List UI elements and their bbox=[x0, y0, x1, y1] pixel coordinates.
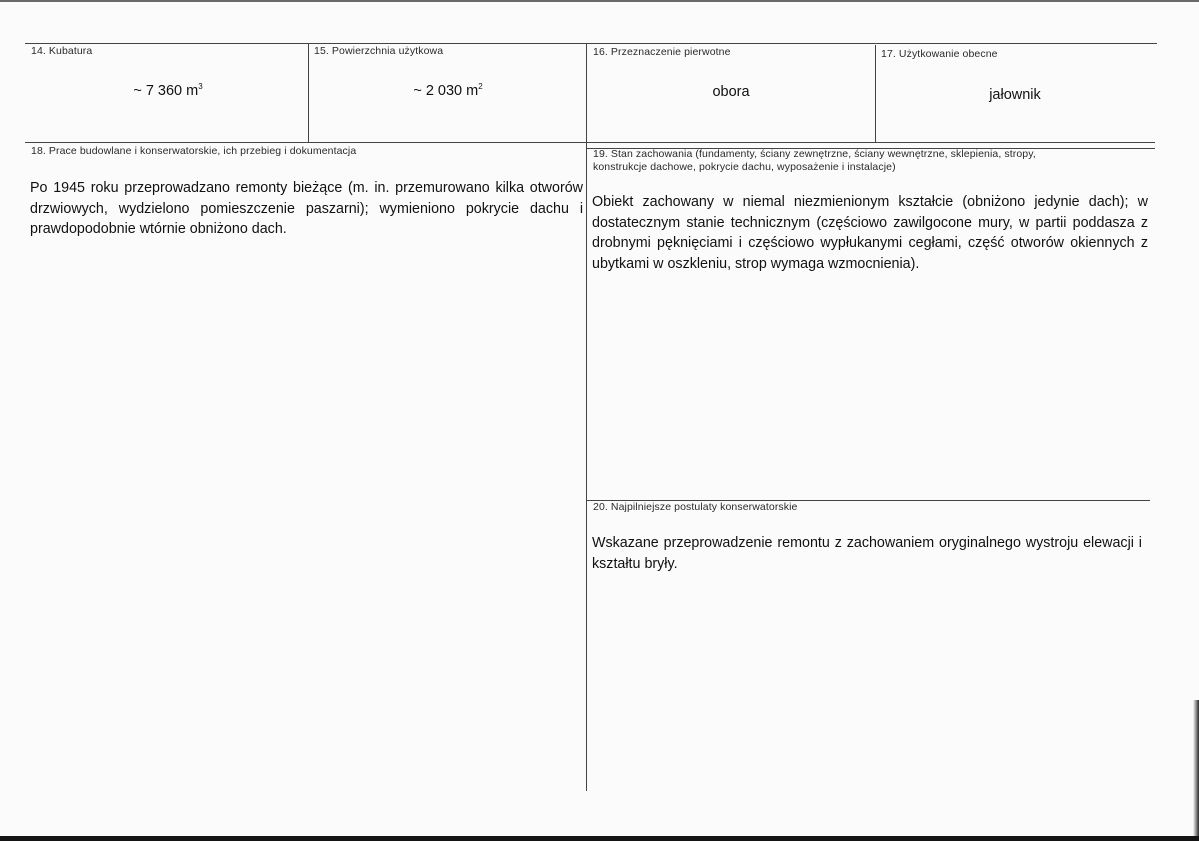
przeznaczenie-label: 16. Przeznaczenie pierwotne bbox=[593, 46, 731, 58]
uzytkowanie-value: jałownik bbox=[989, 87, 1041, 103]
col-divider-3 bbox=[875, 45, 876, 142]
prace-text: Po 1945 roku przeprowadzano remonty bieżące (m. in. przemurowano kilka otworów drzwiowych, wydzielono pomieszczenie paszarni); wymieniono pokrycie dachu i prawdopodobnie wtórnie obniżono dach. bbox=[30, 180, 583, 237]
col-divider-1 bbox=[308, 43, 309, 142]
scan-edge-right bbox=[1193, 700, 1199, 836]
kubatura-value: ~ 7 360 $m^3$ bbox=[133, 82, 203, 99]
scan-edge-bottom bbox=[0, 836, 1199, 841]
postulaty-text: Wskazane przeprowadzenie remontu z zachowaniem oryginalnego wystroju elewacji i kształtu bryły. bbox=[592, 535, 1142, 572]
kubatura-label: 14. Kubatura bbox=[31, 45, 93, 57]
przeznaczenie-value: obora bbox=[712, 84, 750, 100]
col-divider-main bbox=[586, 43, 587, 791]
powierzchnia-label: 15. Powierzchnia użytkowa bbox=[314, 45, 444, 57]
scan-edge-top bbox=[0, 0, 1199, 2]
top-rule bbox=[25, 43, 1157, 44]
postulaty-label: 20. Najpilniejsze postulaty konserwatorskie bbox=[593, 501, 798, 513]
row-divider bbox=[25, 142, 1155, 143]
uzytkowanie-label: 17. Użytkowanie obecne bbox=[881, 48, 998, 60]
powierzchnia-value: ~ 2 030 $m^2$ bbox=[413, 82, 483, 99]
prace-label: 18. Prace budowlane i konserwatorskie, ich przebieg i dokumentacja bbox=[31, 145, 357, 157]
stan-text: Obiekt zachowany w niemal niezmienionym kształcie (obniżono jedynie dach); w dostatecznym stanie technicznym (częściowo zawilgocone mury, w partii poddasza z drobnymi pęknięciami i częściowo wypłukanymi cegłami, część otworów okiennych z ubytkami w oszkleniu, strop wymaga wzmocnienia). bbox=[592, 194, 1148, 272]
stan-label: 19. Stan zachowania (fundamenty, ściany zewnętrzne, ściany wewnętrzne, sklepienia, stropy, konstrukcje dachowe, pokrycie dachu, wyposażenie i instalacje) bbox=[593, 148, 1036, 173]
